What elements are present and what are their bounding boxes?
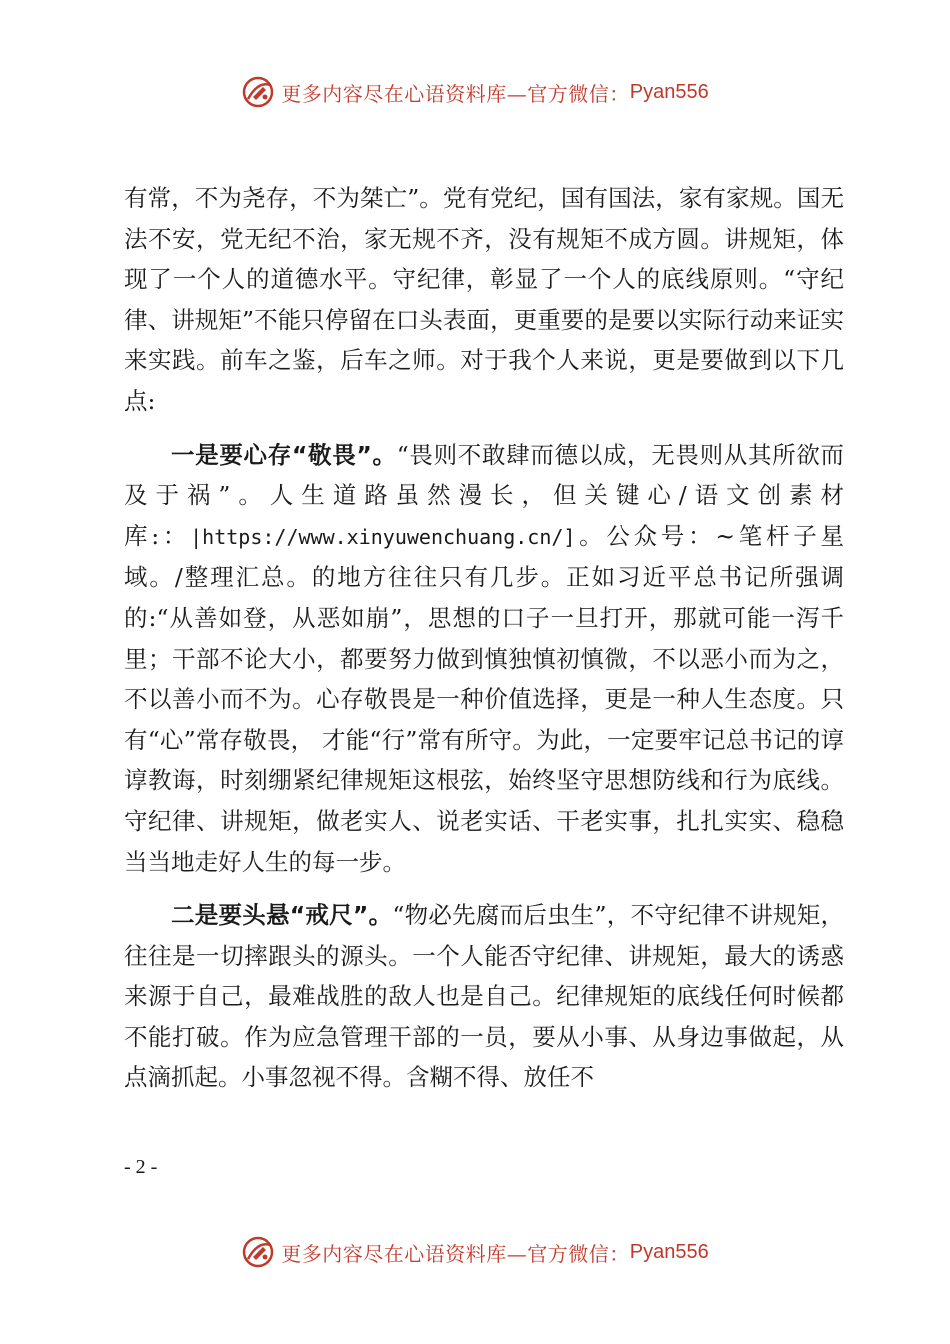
watermark-logo-icon (241, 1235, 275, 1269)
document-body (124, 178, 844, 1098)
watermark-text: 更多内容尽在心语资料库—官方微信： (281, 1241, 630, 1266)
paragraph-1: 有常，不为尧存，不为桀亡”。党有党纪，国有国法，家有家规。国无法不安，党无纪不治，家无规不齐，没有规矩不成方圆。讲规矩，体现了一个人的道德水平。守纪律，彰显了一个人的底线原则。“守纪律、讲规矩”不能只停留在口头表面，更重要的是要以实际行动来证实来实践。前车之鉴，后车之师。对于我个人来说，更是要做到以下几点: (124, 184, 844, 415)
watermark-id: Pyan556 (629, 80, 709, 103)
watermark-logo-icon (241, 75, 275, 109)
page-number: - 2 - (124, 1156, 158, 1178)
watermark-id: Pyan556 (629, 1240, 709, 1263)
section-heading-2: 二是要头悬“戒尺”。 (171, 901, 393, 930)
paragraph-2 (124, 435, 844, 883)
paragraph-3 (124, 895, 844, 1098)
paragraph-2-url: |https://www.xinyuwenchuang.cn/] (190, 524, 576, 549)
paragraph-2-text-b: 。公众号：~笔杆子星域。/整理汇总。的地方往往只有几步。正如习近平总书记所强调的:“从善如登，从恶如崩”，思想的口子一旦打开，那就可能一泻千里；干部不论大小，都要努力做到慎独慎初慎微，不以恶小而为之，不以善小而不为。心存敬畏是一种价值选择，更是一种人生态度。只有“心”常存敬畏， 才能“行”常有所守。为此，一定要牢记总书记的谆谆教诲，时刻绷紧纪律规矩这根弦，始终坚守思想防线和行为底线。守纪律、讲规矩，做老实人、说老实话、干老实事，扎扎实实、稳稳当当地走好人生的每一步。 (124, 521, 844, 876)
header-watermark (0, 72, 950, 112)
paragraph-3-text: “物必先腐而后虫生”，不守纪律不讲规矩，往往是一切摔跟头的源头。一个人能否守纪律、讲规矩，最大的诱惑来源于自己，最难战胜的敌人也是自己。纪律规矩的底线任何时候都不能打破。作为应急管理干部的一员，要从小事、从身边事做起，从点滴抓起。小事忽视不得。含糊不得、放任不 (124, 901, 845, 1092)
watermark-text: 更多内容尽在心语资料库—官方微信： (281, 81, 630, 106)
section-heading-1: 一是要心存“敬畏”。 (171, 440, 397, 469)
paragraph-2-text-a: “畏则不敢肆而德以成，无畏则从其所欲而及于祸”。人生道路虽然漫长，但关键心/语文创素材库:： (124, 440, 845, 550)
footer-watermark (0, 1232, 950, 1272)
